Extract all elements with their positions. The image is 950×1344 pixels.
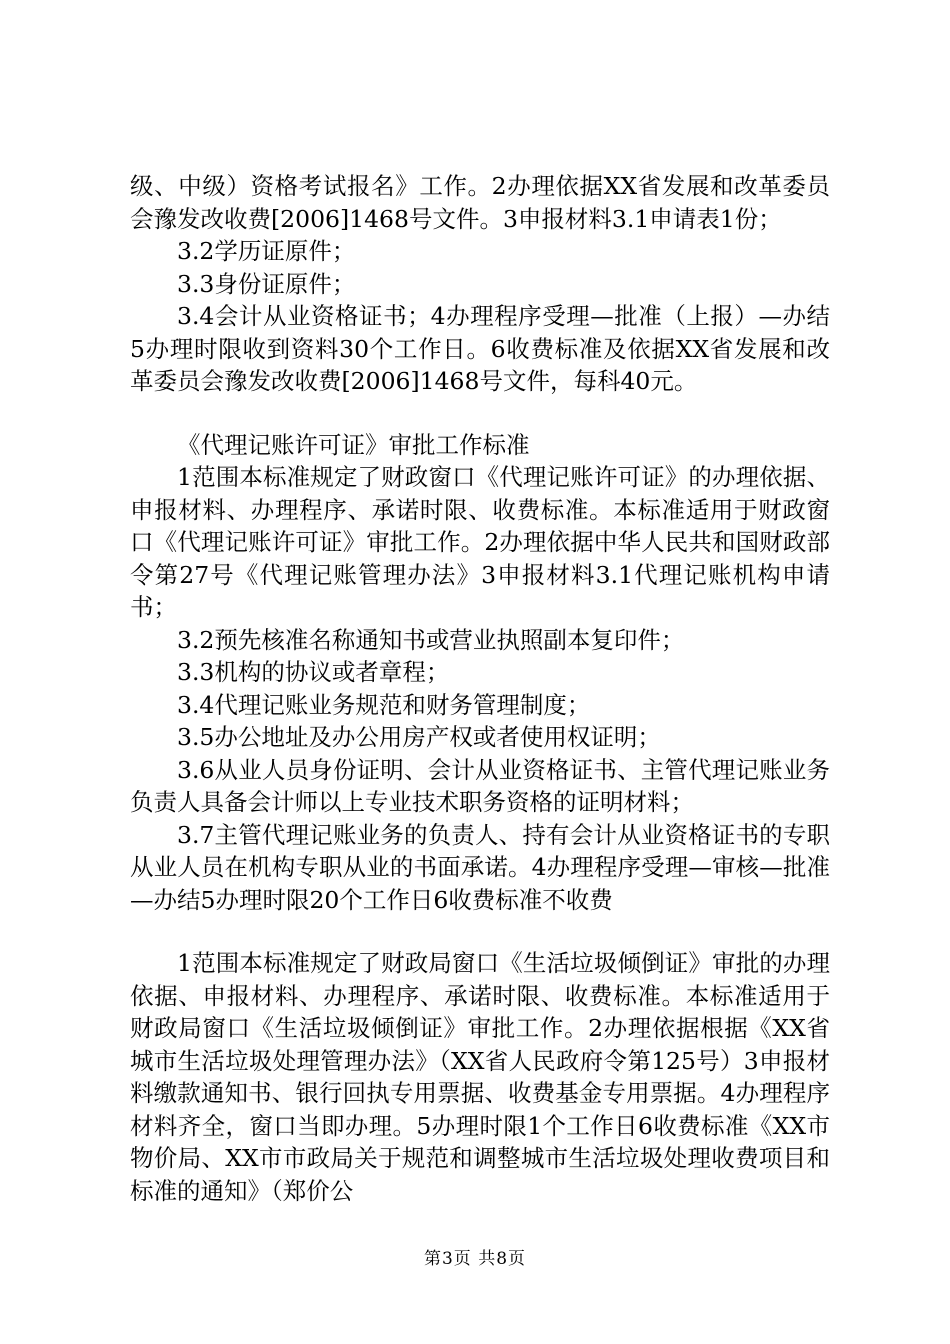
paragraph: 3.4会计从业资格证书；4办理程序受理—批准（上报）—办结5办理时限收到资料30个工作日。6收费标准及依据XX省发展和改革委员会豫发改收费[2006]1468号文件，每科40元。 xyxy=(130,302,830,395)
paragraph: 1范围本标准规定了财政局窗口《生活垃圾倾倒证》审批的办理依据、申报材料、办理程序、承诺时限、收费标准。本标准适用于财政局窗口《生活垃圾倾倒证》审批工作。2办理依据根据《XX省城市生活垃圾处理管理办法》（XX省人民政府令第125号）3申报材料缴款通知书、银行回执专用票据、收费基金专用票据。4办理程序材料齐全，窗口当即办理。5办理时限1个工作日6收费标准《XX市物价局、XX市市政局关于规范和调整城市生活垃圾处理收费项目和标准的通知》（郑价公 xyxy=(130,949,830,1205)
paragraph: 3.6从业人员身份证明、会计从业资格证书、主管代理记账业务负责人具备会计师以上专业技术职务资格的证明材料； xyxy=(130,755,830,816)
paragraph: 3.3机构的协议或者章程； xyxy=(177,658,450,686)
paragraph: 级、中级）资格考试报名》工作。2办理依据XX省发展和改革委员会豫发改收费[2006]1468号文件。3申报材料3.1申请表1份； xyxy=(130,172,830,233)
paragraph: 3.2学历证原件； xyxy=(177,237,356,265)
paragraph: 3.2预先核准名称通知书或营业执照副本复印件； xyxy=(177,625,685,654)
page-footer xyxy=(0,1244,950,1269)
page-number-label: 第3页 共8页 xyxy=(423,1249,527,1269)
section-heading: 《代理记账许可证》审批工作标准 xyxy=(177,430,530,459)
paragraph: 3.7主管代理记账业务的负责人、持有会计从业资格证书的专职从业人员在机构专职从业的书面承诺。4办理程序受理—审核—批准—办结5办理时限20个工作日6收费标准不收费 xyxy=(130,820,830,914)
paragraph: 1范围本标准规定了财政窗口《代理记账许可证》的办理依据、申报材料、办理程序、承诺时限、收费标准。本标准适用于财政窗口《代理记账许可证》审批工作。2办理依据中华人民共和国财政部令第27号《代理记账管理办法》3申报材料3.1代理记账机构申请书； xyxy=(130,463,830,621)
paragraph: 3.3身份证原件； xyxy=(177,269,356,298)
paragraph: 3.4代理记账业务规范和财务管理制度； xyxy=(177,690,591,719)
paragraph: 3.5办公地址及办公用房产权或者使用权证明； xyxy=(177,723,661,751)
document-body xyxy=(130,170,830,1207)
